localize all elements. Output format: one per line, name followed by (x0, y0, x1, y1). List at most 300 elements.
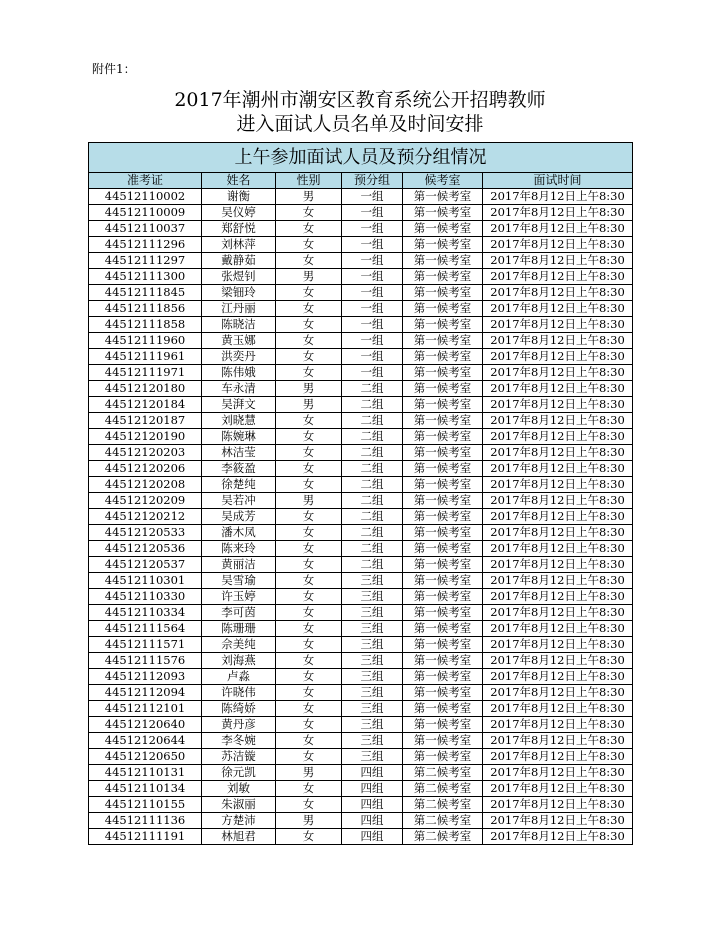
cell-waiting-room: 第一候考室 (403, 253, 483, 269)
table-row (89, 189, 633, 205)
cell-exam-id: 44512120180 (89, 381, 202, 397)
table-row (89, 717, 633, 733)
cell-exam-id: 44512110002 (89, 189, 202, 205)
table-row (89, 589, 633, 605)
cell-group: 二组 (342, 509, 403, 525)
cell-exam-id: 44512120537 (89, 557, 202, 573)
cell-waiting-room: 第一候考室 (403, 397, 483, 413)
cell-interview-time: 2017年8月12日上午8:30 (483, 285, 633, 301)
cell-gender: 女 (276, 701, 342, 717)
cell-waiting-room: 第一候考室 (403, 525, 483, 541)
cell-exam-id: 44512110301 (89, 573, 202, 589)
cell-waiting-room: 第一候考室 (403, 333, 483, 349)
cell-group: 三组 (342, 589, 403, 605)
table-row (89, 733, 633, 749)
cell-waiting-room: 第一候考室 (403, 557, 483, 573)
cell-gender: 女 (276, 797, 342, 813)
table-row (89, 429, 633, 445)
cell-group: 一组 (342, 253, 403, 269)
cell-exam-id: 44512120208 (89, 477, 202, 493)
cell-waiting-room: 第一候考室 (403, 637, 483, 653)
cell-gender: 男 (276, 189, 342, 205)
cell-waiting-room: 第一候考室 (403, 205, 483, 221)
cell-waiting-room: 第一候考室 (403, 573, 483, 589)
document-title-line-1: 2017年潮州市潮安区教育系统公开招聘教师 (174, 89, 546, 111)
attachment-label: 附件1： (92, 62, 136, 76)
cell-waiting-room: 第一候考室 (403, 605, 483, 621)
table-row (89, 509, 633, 525)
cell-group: 二组 (342, 413, 403, 429)
cell-gender: 男 (276, 493, 342, 509)
cell-gender: 女 (276, 333, 342, 349)
cell-gender: 女 (276, 733, 342, 749)
cell-name: 徐元凯 (202, 765, 276, 781)
cell-interview-time: 2017年8月12日上午8:30 (483, 189, 633, 205)
table-row (89, 573, 633, 589)
cell-gender: 女 (276, 509, 342, 525)
cell-group: 一组 (342, 189, 403, 205)
cell-interview-time: 2017年8月12日上午8:30 (483, 477, 633, 493)
cell-exam-id: 44512110037 (89, 221, 202, 237)
cell-gender: 女 (276, 541, 342, 557)
cell-group: 二组 (342, 429, 403, 445)
cell-interview-time: 2017年8月12日上午8:30 (483, 493, 633, 509)
cell-waiting-room: 第一候考室 (403, 733, 483, 749)
cell-waiting-room: 第一候考室 (403, 285, 483, 301)
cell-waiting-room: 第一候考室 (403, 749, 483, 765)
cell-interview-time: 2017年8月12日上午8:30 (483, 461, 633, 477)
table-row (89, 621, 633, 637)
cell-exam-id: 44512120184 (89, 397, 202, 413)
table-row (89, 365, 633, 381)
cell-waiting-room: 第一候考室 (403, 381, 483, 397)
cell-gender: 女 (276, 429, 342, 445)
cell-interview-time: 2017年8月12日上午8:30 (483, 733, 633, 749)
cell-gender: 女 (276, 221, 342, 237)
cell-name: 苏洁镟 (202, 749, 276, 765)
cell-exam-id: 44512111297 (89, 253, 202, 269)
table-row (89, 301, 633, 317)
cell-name: 陈伟娥 (202, 365, 276, 381)
cell-name: 林洁莹 (202, 445, 276, 461)
cell-gender: 女 (276, 461, 342, 477)
cell-group: 三组 (342, 749, 403, 765)
cell-group: 一组 (342, 205, 403, 221)
cell-interview-time: 2017年8月12日上午8:30 (483, 589, 633, 605)
cell-name: 戴静茹 (202, 253, 276, 269)
cell-name: 黄丽洁 (202, 557, 276, 573)
table-row (89, 397, 633, 413)
cell-name: 李可茵 (202, 605, 276, 621)
table-row (89, 813, 633, 829)
cell-exam-id: 44512110134 (89, 781, 202, 797)
cell-name: 许晓伟 (202, 685, 276, 701)
cell-waiting-room: 第一候考室 (403, 317, 483, 333)
cell-waiting-room: 第一候考室 (403, 301, 483, 317)
cell-waiting-room: 第二候考室 (403, 797, 483, 813)
cell-gender: 女 (276, 685, 342, 701)
cell-exam-id: 44512120533 (89, 525, 202, 541)
table-row (89, 765, 633, 781)
cell-waiting-room: 第二候考室 (403, 765, 483, 781)
cell-name: 黄丹彦 (202, 717, 276, 733)
table-row (89, 477, 633, 493)
table-row (89, 605, 633, 621)
cell-interview-time: 2017年8月12日上午8:30 (483, 445, 633, 461)
table-row (89, 445, 633, 461)
cell-name: 林旭君 (202, 829, 276, 845)
cell-exam-id: 44512120190 (89, 429, 202, 445)
cell-gender: 女 (276, 829, 342, 845)
cell-group: 二组 (342, 525, 403, 541)
table-row (89, 381, 633, 397)
cell-name: 梁钿玲 (202, 285, 276, 301)
cell-name: 刘海燕 (202, 653, 276, 669)
cell-group: 三组 (342, 701, 403, 717)
table-row (89, 749, 633, 765)
cell-exam-id: 44512111300 (89, 269, 202, 285)
table-row (89, 237, 633, 253)
cell-interview-time: 2017年8月12日上午8:30 (483, 333, 633, 349)
cell-interview-time: 2017年8月12日上午8:30 (483, 301, 633, 317)
cell-gender: 女 (276, 749, 342, 765)
cell-gender: 男 (276, 269, 342, 285)
column-header-group: 预分组 (342, 173, 403, 189)
cell-waiting-room: 第一候考室 (403, 493, 483, 509)
cell-group: 三组 (342, 621, 403, 637)
cell-group: 二组 (342, 381, 403, 397)
cell-gender: 女 (276, 285, 342, 301)
cell-interview-time: 2017年8月12日上午8:30 (483, 749, 633, 765)
table-row (89, 781, 633, 797)
table-row (89, 413, 633, 429)
cell-exam-id: 44512111191 (89, 829, 202, 845)
column-header-exam-id: 准考证 (89, 173, 202, 189)
cell-waiting-room: 第一候考室 (403, 461, 483, 477)
cell-waiting-room: 第一候考室 (403, 621, 483, 637)
table-row (89, 669, 633, 685)
cell-group: 三组 (342, 685, 403, 701)
table-row (89, 685, 633, 701)
cell-waiting-room: 第一候考室 (403, 445, 483, 461)
cell-interview-time: 2017年8月12日上午8:30 (483, 413, 633, 429)
cell-exam-id: 44512111296 (89, 237, 202, 253)
cell-exam-id: 44512112094 (89, 685, 202, 701)
cell-exam-id: 44512110330 (89, 589, 202, 605)
cell-gender: 男 (276, 397, 342, 413)
cell-interview-time: 2017年8月12日上午8:30 (483, 669, 633, 685)
table-row (89, 349, 633, 365)
cell-group: 一组 (342, 237, 403, 253)
cell-waiting-room: 第一候考室 (403, 221, 483, 237)
cell-group: 三组 (342, 733, 403, 749)
cell-name: 陈婉琳 (202, 429, 276, 445)
cell-interview-time: 2017年8月12日上午8:30 (483, 349, 633, 365)
cell-interview-time: 2017年8月12日上午8:30 (483, 525, 633, 541)
cell-gender: 女 (276, 317, 342, 333)
cell-interview-time: 2017年8月12日上午8:30 (483, 621, 633, 637)
cell-name: 吴湃文 (202, 397, 276, 413)
cell-exam-id: 44512112093 (89, 669, 202, 685)
cell-exam-id: 44512111576 (89, 653, 202, 669)
cell-exam-id: 44512111564 (89, 621, 202, 637)
cell-exam-id: 44512111856 (89, 301, 202, 317)
table-row (89, 797, 633, 813)
cell-name: 吴雪瑜 (202, 573, 276, 589)
cell-name: 张煜钊 (202, 269, 276, 285)
cell-exam-id: 44512120644 (89, 733, 202, 749)
roster-body (89, 189, 633, 845)
cell-group: 三组 (342, 669, 403, 685)
cell-gender: 女 (276, 365, 342, 381)
cell-name: 江丹丽 (202, 301, 276, 317)
cell-group: 四组 (342, 781, 403, 797)
cell-exam-id: 44512120640 (89, 717, 202, 733)
cell-waiting-room: 第一候考室 (403, 589, 483, 605)
cell-group: 二组 (342, 397, 403, 413)
table-row (89, 701, 633, 717)
cell-interview-time: 2017年8月12日上午8:30 (483, 237, 633, 253)
cell-waiting-room: 第一候考室 (403, 365, 483, 381)
interview-roster-table (88, 142, 633, 845)
column-header-interview-time: 面试时间 (483, 173, 633, 189)
cell-exam-id: 44512110131 (89, 765, 202, 781)
cell-group: 四组 (342, 813, 403, 829)
table-row (89, 221, 633, 237)
cell-name: 许玉婷 (202, 589, 276, 605)
cell-waiting-room: 第一候考室 (403, 349, 483, 365)
cell-exam-id: 44512120187 (89, 413, 202, 429)
cell-interview-time: 2017年8月12日上午8:30 (483, 653, 633, 669)
cell-exam-id: 44512111136 (89, 813, 202, 829)
cell-waiting-room: 第二候考室 (403, 813, 483, 829)
cell-name: 李冬婉 (202, 733, 276, 749)
cell-group: 一组 (342, 269, 403, 285)
cell-gender: 男 (276, 813, 342, 829)
cell-gender: 女 (276, 237, 342, 253)
cell-waiting-room: 第一候考室 (403, 541, 483, 557)
cell-interview-time: 2017年8月12日上午8:30 (483, 829, 633, 845)
table-row (89, 285, 633, 301)
cell-group: 一组 (342, 285, 403, 301)
column-header-row (89, 173, 633, 189)
cell-group: 二组 (342, 461, 403, 477)
cell-waiting-room: 第一候考室 (403, 653, 483, 669)
cell-group: 四组 (342, 765, 403, 781)
cell-interview-time: 2017年8月12日上午8:30 (483, 685, 633, 701)
table-row (89, 541, 633, 557)
cell-group: 一组 (342, 333, 403, 349)
cell-group: 二组 (342, 557, 403, 573)
cell-exam-id: 44512111971 (89, 365, 202, 381)
cell-waiting-room: 第一候考室 (403, 509, 483, 525)
cell-gender: 女 (276, 557, 342, 573)
cell-waiting-room: 第二候考室 (403, 829, 483, 845)
cell-gender: 女 (276, 637, 342, 653)
cell-exam-id: 44512120650 (89, 749, 202, 765)
cell-interview-time: 2017年8月12日上午8:30 (483, 269, 633, 285)
cell-group: 二组 (342, 477, 403, 493)
cell-interview-time: 2017年8月12日上午8:30 (483, 397, 633, 413)
cell-interview-time: 2017年8月12日上午8:30 (483, 573, 633, 589)
cell-gender: 女 (276, 525, 342, 541)
cell-group: 一组 (342, 349, 403, 365)
cell-waiting-room: 第一候考室 (403, 413, 483, 429)
cell-name: 车永清 (202, 381, 276, 397)
cell-group: 四组 (342, 797, 403, 813)
cell-exam-id: 44512120212 (89, 509, 202, 525)
cell-gender: 女 (276, 717, 342, 733)
cell-waiting-room: 第一候考室 (403, 669, 483, 685)
cell-group: 三组 (342, 637, 403, 653)
cell-interview-time: 2017年8月12日上午8:30 (483, 797, 633, 813)
cell-exam-id: 44512120536 (89, 541, 202, 557)
cell-group: 一组 (342, 317, 403, 333)
cell-gender: 男 (276, 381, 342, 397)
cell-group: 三组 (342, 653, 403, 669)
cell-gender: 女 (276, 573, 342, 589)
cell-gender: 女 (276, 669, 342, 685)
cell-name: 吴成芳 (202, 509, 276, 525)
cell-gender: 女 (276, 253, 342, 269)
cell-exam-id: 44512112101 (89, 701, 202, 717)
cell-interview-time: 2017年8月12日上午8:30 (483, 317, 633, 333)
cell-gender: 女 (276, 477, 342, 493)
cell-exam-id: 44512120203 (89, 445, 202, 461)
cell-waiting-room: 第一候考室 (403, 189, 483, 205)
cell-gender: 女 (276, 205, 342, 221)
cell-name: 郑舒悦 (202, 221, 276, 237)
cell-waiting-room: 第一候考室 (403, 717, 483, 733)
cell-interview-time: 2017年8月12日上午8:30 (483, 429, 633, 445)
cell-interview-time: 2017年8月12日上午8:30 (483, 253, 633, 269)
cell-gender: 男 (276, 765, 342, 781)
cell-interview-time: 2017年8月12日上午8:30 (483, 701, 633, 717)
cell-name: 洪奕丹 (202, 349, 276, 365)
section-banner-row (89, 143, 633, 173)
cell-name: 卢淼 (202, 669, 276, 685)
cell-group: 一组 (342, 301, 403, 317)
cell-gender: 女 (276, 413, 342, 429)
cell-group: 四组 (342, 829, 403, 845)
cell-name: 陈晓洁 (202, 317, 276, 333)
table-row (89, 557, 633, 573)
cell-name: 吴仪婷 (202, 205, 276, 221)
cell-interview-time: 2017年8月12日上午8:30 (483, 765, 633, 781)
cell-gender: 女 (276, 653, 342, 669)
cell-exam-id: 44512111858 (89, 317, 202, 333)
cell-interview-time: 2017年8月12日上午8:30 (483, 781, 633, 797)
table-row (89, 637, 633, 653)
cell-gender: 女 (276, 301, 342, 317)
cell-group: 二组 (342, 445, 403, 461)
cell-group: 三组 (342, 605, 403, 621)
cell-gender: 女 (276, 589, 342, 605)
cell-exam-id: 44512110009 (89, 205, 202, 221)
cell-group: 二组 (342, 493, 403, 509)
cell-waiting-room: 第二候考室 (403, 781, 483, 797)
cell-waiting-room: 第一候考室 (403, 237, 483, 253)
cell-interview-time: 2017年8月12日上午8:30 (483, 717, 633, 733)
cell-group: 三组 (342, 573, 403, 589)
cell-name: 陈来玲 (202, 541, 276, 557)
cell-waiting-room: 第一候考室 (403, 429, 483, 445)
cell-exam-id: 44512111845 (89, 285, 202, 301)
cell-gender: 女 (276, 349, 342, 365)
cell-interview-time: 2017年8月12日上午8:30 (483, 509, 633, 525)
cell-name: 方楚沛 (202, 813, 276, 829)
table-row (89, 525, 633, 541)
cell-exam-id: 44512111961 (89, 349, 202, 365)
column-header-name: 姓名 (202, 173, 276, 189)
cell-name: 陈绮娇 (202, 701, 276, 717)
cell-exam-id: 44512110155 (89, 797, 202, 813)
table-row (89, 461, 633, 477)
cell-interview-time: 2017年8月12日上午8:30 (483, 813, 633, 829)
cell-interview-time: 2017年8月12日上午8:30 (483, 637, 633, 653)
cell-waiting-room: 第一候考室 (403, 477, 483, 493)
cell-exam-id: 44512111571 (89, 637, 202, 653)
cell-name: 徐楚纯 (202, 477, 276, 493)
cell-group: 二组 (342, 541, 403, 557)
cell-interview-time: 2017年8月12日上午8:30 (483, 365, 633, 381)
section-banner: 上午参加面试人员及预分组情况 (89, 143, 633, 173)
cell-exam-id: 44512120206 (89, 461, 202, 477)
cell-name: 吴若冲 (202, 493, 276, 509)
cell-group: 一组 (342, 365, 403, 381)
cell-name: 黄玉娜 (202, 333, 276, 349)
table-row (89, 333, 633, 349)
cell-interview-time: 2017年8月12日上午8:30 (483, 557, 633, 573)
cell-exam-id: 44512111960 (89, 333, 202, 349)
cell-name: 潘木凤 (202, 525, 276, 541)
cell-gender: 女 (276, 621, 342, 637)
table-row (89, 253, 633, 269)
cell-gender: 女 (276, 445, 342, 461)
cell-waiting-room: 第一候考室 (403, 269, 483, 285)
cell-interview-time: 2017年8月12日上午8:30 (483, 221, 633, 237)
table-row (89, 205, 633, 221)
column-header-waiting-room: 候考室 (403, 173, 483, 189)
cell-name: 刘敏 (202, 781, 276, 797)
cell-group: 三组 (342, 717, 403, 733)
cell-name: 陈珊珊 (202, 621, 276, 637)
cell-name: 刘晓慧 (202, 413, 276, 429)
cell-name: 佘美纯 (202, 637, 276, 653)
cell-group: 一组 (342, 221, 403, 237)
cell-exam-id: 44512110334 (89, 605, 202, 621)
cell-waiting-room: 第一候考室 (403, 701, 483, 717)
table-row (89, 829, 633, 845)
table-row (89, 493, 633, 509)
cell-interview-time: 2017年8月12日上午8:30 (483, 381, 633, 397)
table-row (89, 653, 633, 669)
cell-interview-time: 2017年8月12日上午8:30 (483, 541, 633, 557)
cell-name: 李筱盈 (202, 461, 276, 477)
cell-name: 刘林萍 (202, 237, 276, 253)
cell-name: 朱淑丽 (202, 797, 276, 813)
table-row (89, 269, 633, 285)
document-title-line-2: 进入面试人员名单及时间安排 (236, 113, 484, 135)
cell-gender: 女 (276, 781, 342, 797)
cell-interview-time: 2017年8月12日上午8:30 (483, 205, 633, 221)
cell-name: 谢衡 (202, 189, 276, 205)
column-header-gender: 性别 (276, 173, 342, 189)
table-row (89, 317, 633, 333)
cell-waiting-room: 第一候考室 (403, 685, 483, 701)
cell-exam-id: 44512120209 (89, 493, 202, 509)
cell-interview-time: 2017年8月12日上午8:30 (483, 605, 633, 621)
